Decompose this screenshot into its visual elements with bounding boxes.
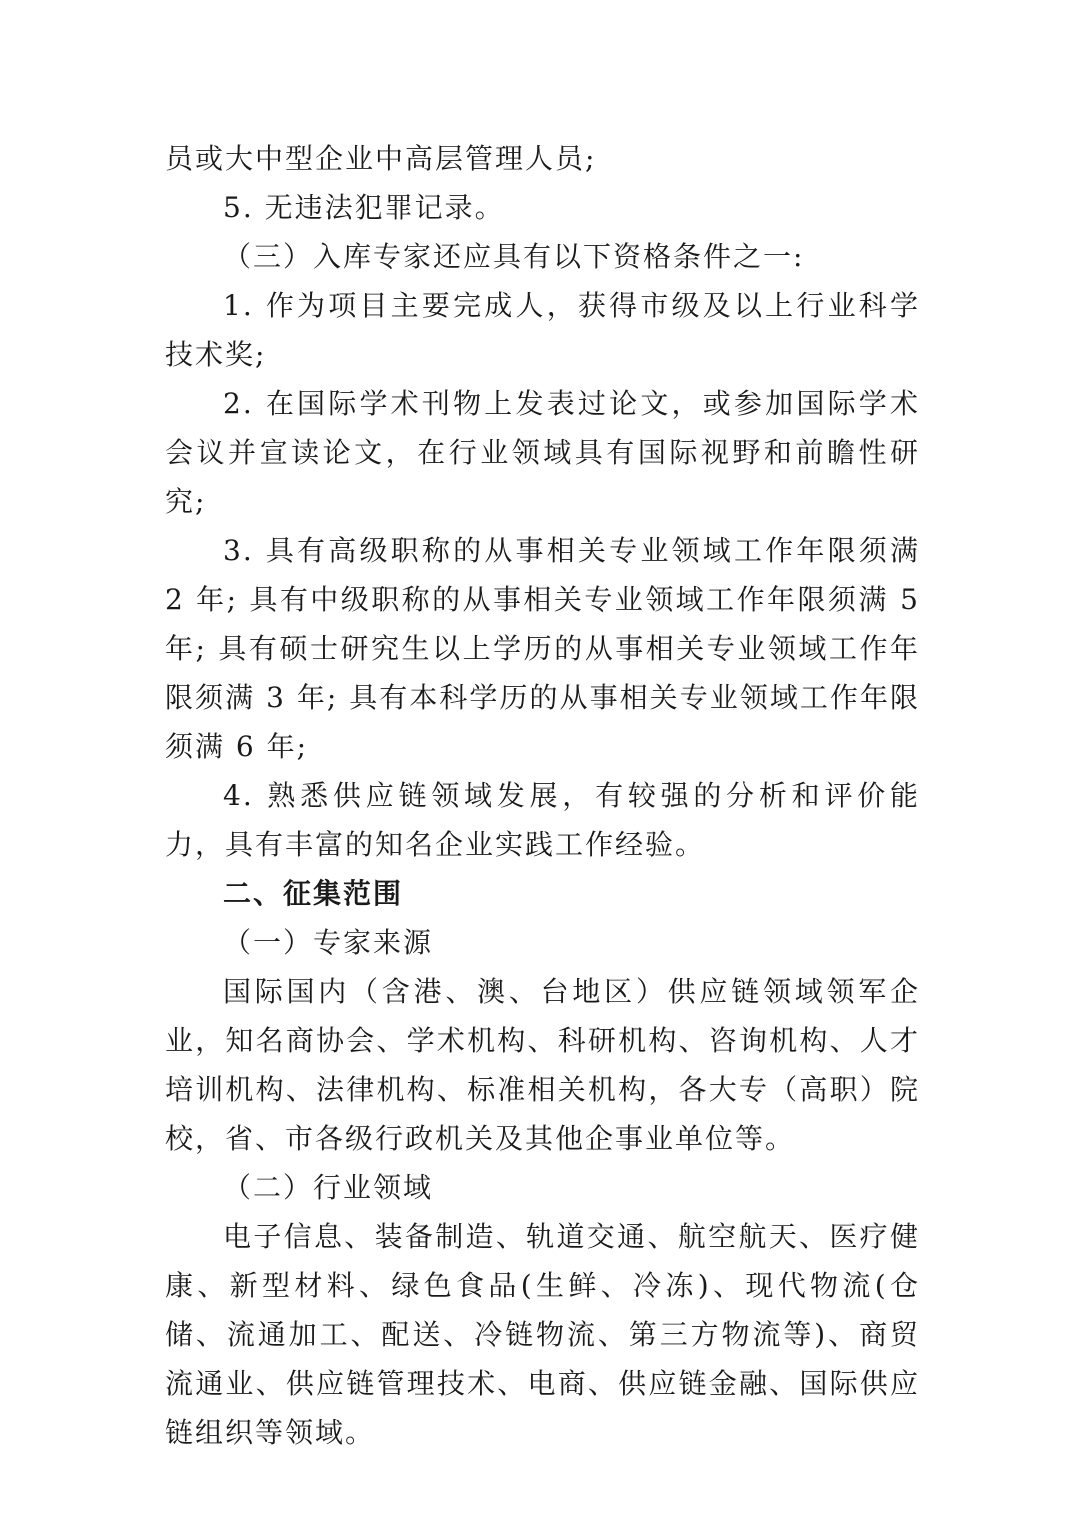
- subheading-qualifications: （三）入库专家还应具有以下资格条件之一:: [223, 240, 805, 273]
- paragraph-qualification-2: 2. 在国际学术刊物上发表过论文，或参加国际学术会议并宣读论文，在行业领域具有国际视野和前瞻性研究;: [165, 387, 920, 518]
- subheading-expert-source: （一）专家来源: [223, 926, 434, 959]
- paragraph-qualification-3: 3. 具有高级职称的从事相关专业领域工作年限须满 2 年; 具有中级职称的从事相关专业领域工作年限须满 5 年; 具有硕士研究生以上学历的从事相关专业领域工作年限须满 3 年; 具有本科学历的从事相关专业领域工作年限须满 6 年;: [165, 534, 920, 763]
- section-heading-scope: 二、征集范围: [223, 877, 404, 910]
- subheading-industry-fields: （二）行业领域: [223, 1171, 434, 1204]
- paragraph-expert-source: 国际国内（含港、澳、台地区）供应链领域领军企业，知名商协会、学术机构、科研机构、咨询机构、人才培训机构、法律机构、标准相关机构，各大专（高职）院校，省、市各级行政机关及其他企事业单位等。: [165, 975, 920, 1155]
- document-page: [165, 134, 920, 1457]
- paragraph-qualification-1: 1. 作为项目主要完成人，获得市级及以上行业科学技术奖;: [165, 289, 920, 371]
- paragraph-qualification-4: 4. 熟悉供应链领域发展，有较强的分析和评价能力，具有丰富的知名企业实践工作经验。: [165, 779, 920, 861]
- paragraph-continuation: 员或大中型企业中高层管理人员;: [165, 142, 597, 175]
- paragraph-item-5: 5. 无违法犯罪记录。: [223, 191, 505, 224]
- paragraph-industry-fields: 电子信息、装备制造、轨道交通、航空航天、医疗健康、新型材料、绿色食品(生鲜、冷冻)、现代物流(仓储、流通加工、配送、冷链物流、第三方物流等)、商贸流通业、供应链管理技术、电商、供应链金融、国际供应链组织等领域。: [165, 1220, 920, 1449]
